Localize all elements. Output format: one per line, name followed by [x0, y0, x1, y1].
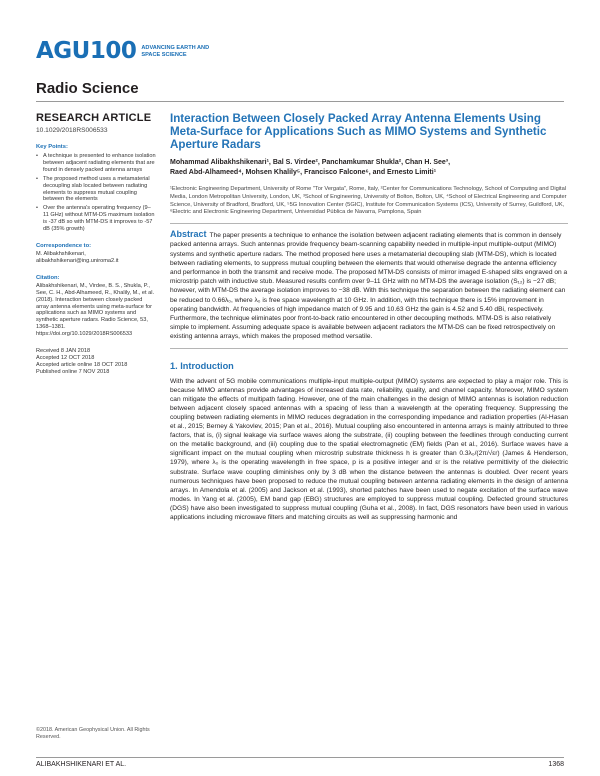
article-type: RESEARCH ARTICLE — [36, 112, 152, 124]
journal-name: Radio Science — [36, 80, 139, 97]
abstract-divider — [170, 223, 568, 224]
key-point: • Over the antenna's operating frequency (9–11 GHz) without MTM-DS maximum isolation is -37 dB so with MTM-DS it improves to -57 dB (35% growth) — [43, 205, 156, 233]
copyright-notice: ©2018. American Geophysical Union. All Rights Reserved. — [36, 727, 150, 740]
logo-wordmark — [36, 40, 136, 63]
key-points-heading: Key Points: — [36, 144, 68, 150]
logo-text: AGU — [36, 38, 90, 64]
key-point: • A technique is presented to enhance isolation between adjacent radiating elements that are found in densely packed antenna arrays — [43, 153, 156, 174]
accepted-online-date: Accepted article online 18 OCT 2018 — [36, 361, 128, 368]
footer-divider — [36, 757, 564, 758]
abstract-text: The paper presents a technique to enhance the isolation between adjacent radiating elements that is common in densely packed antenna arrays. Such antennas provide frequency beam-scanning capability needed in multiple-input multiple-output (MIMO) systems and synthetic aperture radars. The method proposed here uses a metamaterial decoupling slab (MTM-DS), which is located between radiating elements, to suppress mutual coupling between the elements that would otherwise degrade the antenna efficiency and performance in both the transmit and receive mode. The proposed MTM-DS consists of mirror imaged E-shaped slits engraved on a microstrip patch with inductive stub. Measured results confirm over 9–11 GHz with no MTM-DS the average isolation (S₁₂) is −27 dB; however, with MTM-DS the average isolation improves to −38 dB. With this technique the separation between the radiating element can be reduced to 0.66λ₀, where λ₀ is free space wavelength at 10 GHz. In addition, with this technique there is 15% improvement in operating bandwidth. At frequencies of high impedance match of 9.95 and 10.63 GHz the gain is 4.52 and 5.40 dBi, respectively. Furthermore, the technique eliminates poor front-to-back ratio encountered in other decoupling methods. MTM-DS is also relatively simple to implement. Assuming adequate space is available between adjacent radiators the MTM-DS can be fixed retrospectively on existing antenna arrays, which makes the proposed method versatile. — [170, 232, 568, 341]
citation-heading: Citation: — [36, 274, 60, 281]
section-divider — [170, 348, 568, 349]
page-number: 1368 — [548, 761, 564, 768]
introduction-text: With the advent of 5G mobile communications multiple-input multiple-output (MIMO) systems are expected to play a major role. This is because MIMO antennas provide advantages of increased data rate, reliability, quality, and channel capacity. Moreover, MIMO system can mitigate the effects of multipath fading. However, one of the main challenges in the design of MIMO antennas is isolation reduction between adjacent closely spaced antennas with a spacing of less than a wavelength at the operating frequency. Suppressing the coupling between radiating elements in MIMO reduces degradation in the corresponding impedance and radiation properties (Al-Hasan et al., 2015; Berney & Yakovlev, 2015; Pan et al., 2016). Mutual coupling also encountered in antenna arrays is mainly attributed to three factors, that is, (i) signal leakage via surface waves along the substrate, (ii) coupling between the feedlines through conducting current on the metallic background, and (iii) coupling due to the spatial electromagnetic (EM) fields (Pan et al., 2016). Surface waves have a significant impact on the mutual coupling when microstrip substrate thickness h is greater than 0.3λ₀/(2π/√εr) (James & Henderson, 1979), where λ₀ is the operating wavelength in free space, p is a positive integer and εr is the relative permittivity of the dielectric substrate. Surface wave coupling diminishes only by 3 dB when the distance between the antennas is doubled. Over recent years numerous techniques have been proposed to reduce the mutual coupling between antenna radiating elements in the design of antenna arrays. In Amendola et al. (2005) and Jackson et al. (1993), shorted patches have been used to negate excitation of the surface wave modes. In Yang et al. (2005), EM band gap (EBG) structures are employed to suppress mutual coupling. Defected ground structures (DGS) have also been investigated to suppress mutual coupling (Guha et al., 2008). In fact, DGS resonators have been used in various applications including microwave filters and matching circuits as well as suppressing harmonic and — [170, 377, 568, 522]
header-divider — [36, 101, 564, 102]
agu100-logo[interactable] — [36, 40, 211, 63]
correspondence-heading: Correspondence to: — [36, 242, 92, 249]
abstract — [170, 230, 568, 341]
main-column — [170, 112, 568, 522]
correspondence-email[interactable]: M. Alibakhshikenari, alibakhshikenari@ing.uniroma2.it — [36, 250, 119, 264]
doi-link[interactable]: 10.1029/2018RS006533 — [36, 127, 108, 134]
received-date: Received 8 JAN 2018 — [36, 348, 91, 355]
abstract-label: Abstract — [170, 229, 207, 240]
section-heading: 1. Introduction — [170, 360, 234, 371]
affiliations: ¹Electronic Engineering Department, University of Rome "Tor Vergata", Rome, Italy, ²Center for Communications Technology, School of Computing and Digital Media, London Metropolitan University, London, UK, ³School of Engineering, University of Bolton, Bolton, UK, ⁴School of Electrical Engineering and Computer Science, University of Bradford, Bradford, UK, ⁵5G Innovation Center (5GIC), Institute for Communication Systems (ICS), University of Surrey, Guildford, UK, ⁶Electric and Electronic Engineering Department, Universidad Pública de Navarra, Pamplona, Spain — [170, 186, 567, 216]
authors-line[interactable]: Raed Abd-Alhameed⁴, Mohsen Khalily⁵, Francisco Falcone⁶, and Ernesto Limiti¹ — [170, 169, 437, 176]
logo-tagline: ADVANCING EARTH AND SPACE SCIENCE — [141, 45, 210, 58]
article-title: Interaction Between Closely Packed Array Antenna Elements Using Meta-Surface for Applications Such as MIMO Systems and Synthetic Aperture Radars — [170, 112, 547, 151]
authors-line[interactable]: Mohammad Alibakhshikenari¹, Bal S. Virdee², Panchamkumar Shukla², Chan H. See³, — [170, 159, 451, 166]
logo-number: 100 — [89, 38, 137, 64]
citation-text: Alibakhshikenari, M., Virdee, B. S., Shukla, P., See, C. H., Abd-Alhameed, R., Khalily, M., et al. (2018). Interaction between closely packed array antenna elements using meta-surface for applications such as MIMO systems and synthetic aperture radars. Radio Science, 53, 1368–1381. https://doi.org/10.1029/2018RS006533 — [36, 282, 155, 338]
sidebar — [36, 112, 156, 376]
running-head: ALIBAKHSHIKENARI ET AL. — [36, 761, 127, 768]
article-dates — [36, 348, 156, 376]
key-point: • The proposed method uses a metamaterial decoupling slab located between radiating elements to suppress mutual coupling between the elements — [43, 176, 156, 204]
published-date: Published online 7 NOV 2018 — [36, 368, 110, 375]
accepted-date: Accepted 12 OCT 2018 — [36, 354, 95, 361]
key-points-list — [36, 153, 156, 233]
author-list — [170, 158, 568, 178]
